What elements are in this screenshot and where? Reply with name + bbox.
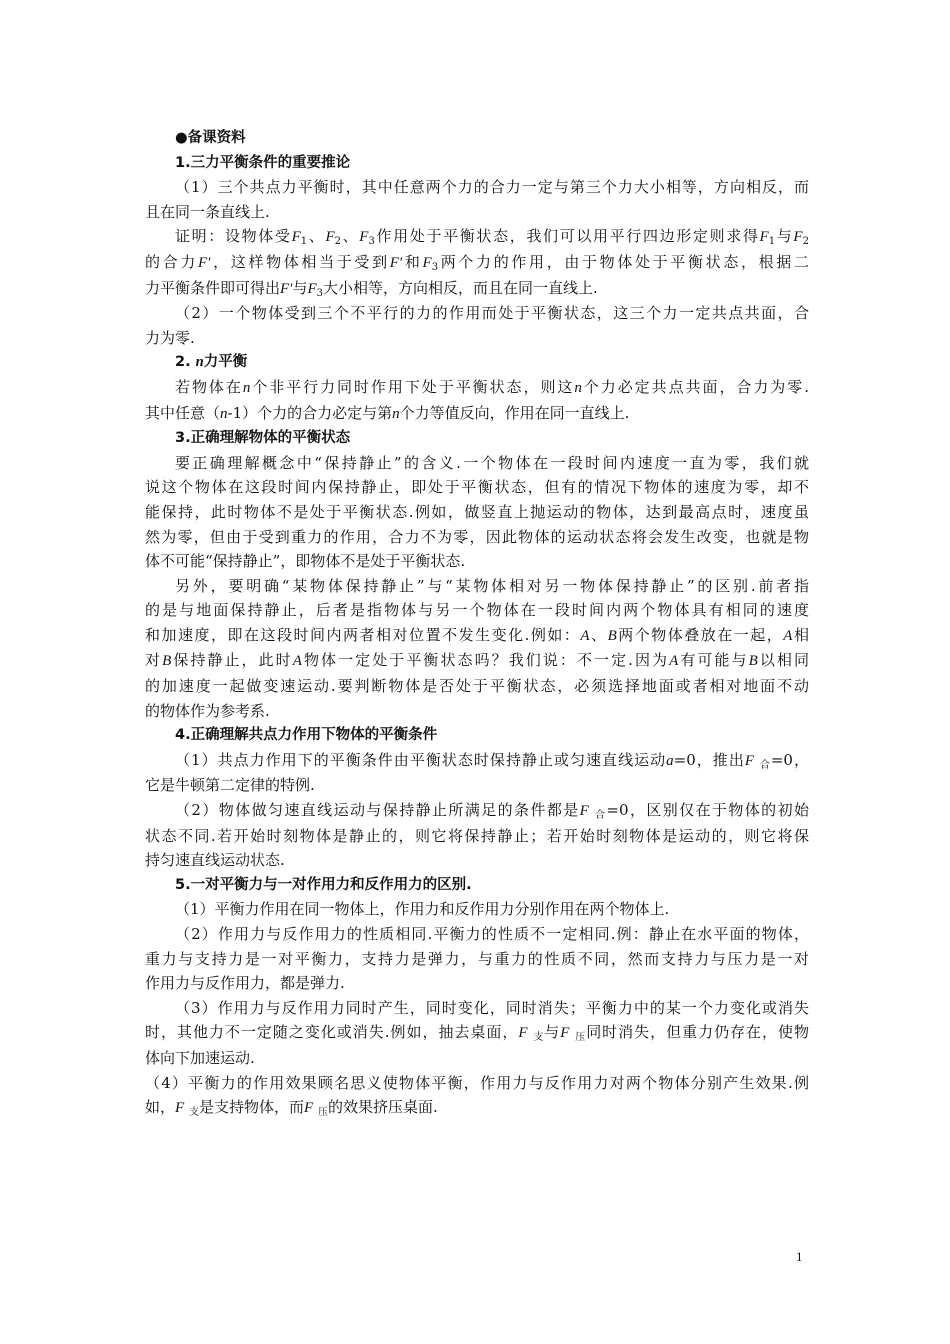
paragraph-line: 的物体作为参考系. [145, 701, 270, 720]
paragraph-line: 持匀速直线运动状态. [145, 851, 285, 870]
paragraph-line: 时，其他力不一定随之变化或消失.例如，抽去桌面，F $_支$与F $_压$同时消失，但重力仍存在，使物 [145, 1023, 809, 1044]
document-body [145, 126, 809, 1121]
paragraph-line: 它是牛顿第二定律的特例. [145, 776, 315, 795]
paragraph-line: 体不可能“保持静止”，即物体不是处于平衡状态. [145, 552, 466, 571]
paragraph-line: 重力与支持力是一对平衡力，支持力是弹力，与重力的性质不同，然而支持力与压力是一对 [145, 949, 809, 968]
section-title: ●备课资料 [175, 130, 246, 146]
paragraph-line: （1）共点力作用下的平衡条件由平衡状态时保持静止或匀速直线运动a=0，推出F $_合$=0， [175, 750, 809, 771]
paragraph-line: （2）一个物体受到三个不平行的力的作用而处于平衡状态，这三个力一定共点共面，合 [175, 304, 809, 323]
paragraph-line: 说这个物体在这段时间内保持静止，即处于平衡状态，但有的情况下物体的速度为零，却不 [145, 478, 809, 497]
paragraph-line: 证明：设物体受$F_1$、$F_2$、$F_3$作用处于平衡状态，我们可以用平行四边形定则求得$F_1$与$F_2$ [175, 227, 809, 248]
paragraph-line: （3）作用力与反作用力同时产生，同时变化，同时消失；平衡力中的某一个力变化或消失 [175, 998, 809, 1017]
paragraph-line: 的合力F′，这样物体相当于受到F′和$F_3$两个力的作用，由于物体处于平衡状态，根据二 [145, 252, 809, 273]
paragraph-line: （2）物体做匀速直线运动与保持静止所满足的条件都是F $_合$=0，区别仅在于物体的初始 [175, 801, 809, 822]
heading-1: 1.三力平衡条件的重要推论 [175, 154, 351, 171]
paragraph-line: 要正确理解概念中“保持静止”的含义.一个物体在一段时间内速度一直为零，我们就 [175, 453, 809, 472]
paragraph-line: 若物体在n个非平行力同时作用下处于平衡状态，则这n个力必定共点共面，合力为零. [175, 377, 809, 396]
paragraph-line: 能保持，此时物体不是处于平衡状态.例如，做竖直上抛运动的物体，达到最高点时，速度虽 [145, 502, 809, 521]
paragraph-line: 然为零，但由于受到重力的作用，合力不为零，因此物体的运动状态将会发生改变，也就是物 [145, 527, 809, 546]
paragraph-line: 的加速度一起做变速运动.要判断物体是否处于平衡状态，必须选择地面或者相对地面不动 [145, 677, 809, 696]
paragraph-line: 对B保持静止，此时A物体一定处于平衡状态吗？我们说：不一定.因为A有可能与B以相同 [145, 651, 809, 670]
paragraph-line: 体向下加速运动. [145, 1048, 255, 1067]
paragraph-line: 力平衡条件即可得出F′与$F_3$大小相等，方向相反，而且在同一直线上. [145, 278, 598, 299]
paragraph-line: 如，F $_支$是支持物体，而F $_压$的效果挤压桌面. [145, 1098, 438, 1119]
paragraph-line: （1）平衡力作用在同一物体上，作用力和反作用力分别作用在两个物体上. [175, 900, 670, 919]
paragraph-line: 力为零. [145, 328, 195, 347]
paragraph-line: 另外，要明确“某物体保持静止”与“某物体相对另一物体保持静止”的区别.前者指 [175, 576, 809, 595]
heading-2: 2. n力平衡 [175, 354, 248, 371]
heading-5: 5.一对平衡力与一对作用力和反作用力的区别. [175, 876, 472, 893]
heading-3: 3.正确理解物体的平衡状态 [175, 430, 351, 447]
paragraph-line: 且在同一条直线上. [145, 202, 270, 221]
paragraph-line: 作用力与反作用力，都是弹力. [145, 974, 345, 993]
paragraph-line: 其中任意（n-1）个力的合力必定与第n个力等值反向，作用在同一直线上. [145, 403, 630, 422]
paragraph-line: （4）平衡力的作用效果顾名思义使物体平衡，作用力与反作用力对两个物体分别产生效果.例 [145, 1073, 809, 1092]
paragraph-line: 和加速度，即在这段时间内两者相对位置不发生变化.例如：A、B两个物体叠放在一起，A相 [145, 625, 809, 644]
paragraph-line: 状态不同.若开始时刻物体是静止的，则它将保持静止；若开始时刻物体是运动的，则它将保 [145, 826, 809, 845]
paragraph-line: （1）三个共点力平衡时，其中任意两个力的合力一定与第三个力大小相等，方向相反，而 [175, 178, 809, 197]
paragraph-line: 的是与地面保持静止，后者是指物体与另一个物体在一段时间内两个物体具有相同的速度 [145, 601, 809, 620]
paragraph-line: （2）作用力与反作用力的性质相同.平衡力的性质不一定相同.例：静止在水平面的物体， [175, 925, 809, 943]
heading-4: 4.正确理解共点力作用下物体的平衡条件 [175, 727, 438, 744]
page-number: 1 [796, 1249, 803, 1264]
